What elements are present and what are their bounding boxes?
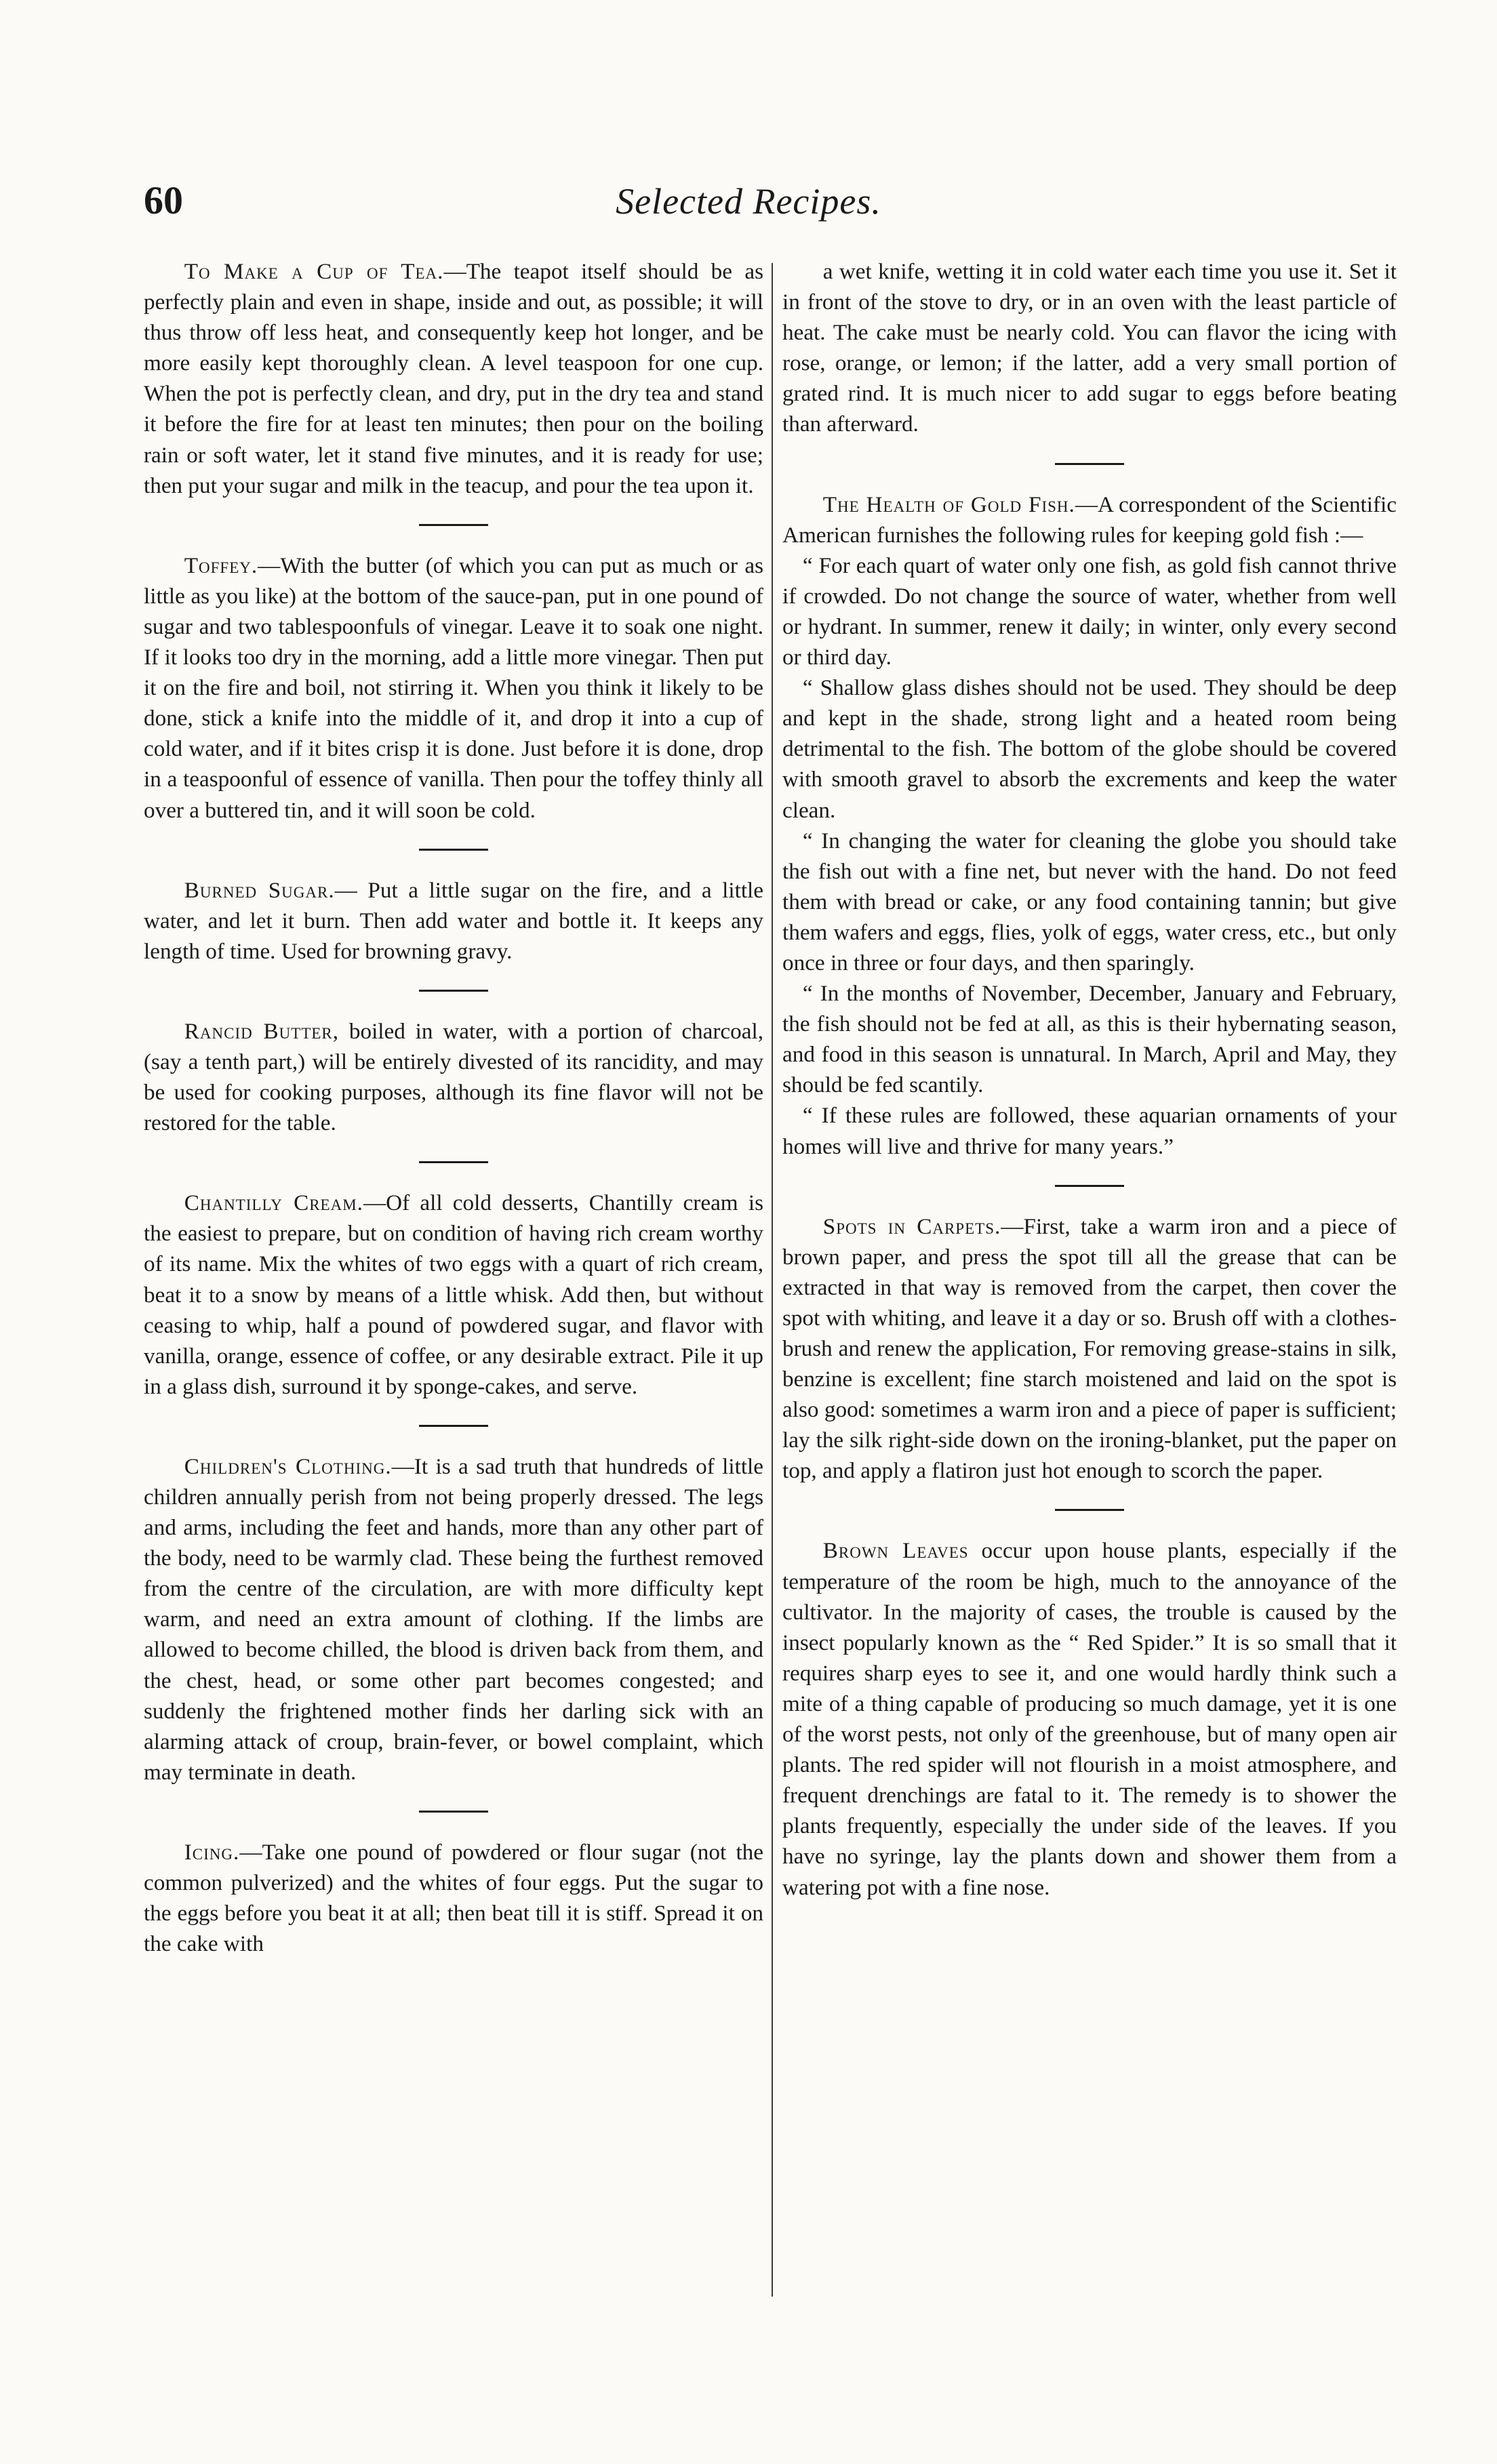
section-separator [419, 524, 488, 526]
recipe-paragraph [144, 1188, 763, 1402]
column-divider [772, 263, 773, 2297]
recipe-text: “ If these rules are followed, these aquarian ornaments of your homes will live and thrive for many years.” [782, 1103, 1397, 1159]
running-title: Selected Recipes. [616, 181, 881, 222]
recipe-heading: Children's Clothing. [184, 1453, 392, 1479]
recipe-heading: Burned Sugar. [184, 877, 335, 903]
recipe-heading: To Make a Cup of Tea. [184, 259, 444, 284]
recipe-text: “ For each quart of water only one fish, as gold fish cannot thrive if crowded. Do not change the source of water, whether from well or hydrant. In summer, renew it daily; in winter, only every second or third day. [782, 552, 1397, 670]
recipe-paragraph [782, 256, 1397, 440]
recipe-heading: Icing. [184, 1839, 240, 1865]
recipe-text: —A correspondent of the Scientific American furnishes the following rules for keeping gold fish :— [782, 491, 1397, 548]
recipe-paragraph [144, 256, 763, 501]
recipe-text: boiled in water, with a portion of charcoal, (say a tenth part,) will be entirely divested of its rancidity, and may be used for cooking purposes, although its fine flavor will not be restored for the table. [144, 1018, 764, 1136]
recipe-heading: Toffey. [184, 552, 258, 578]
section-separator [419, 990, 488, 992]
recipe-burned-sugar [144, 875, 763, 967]
recipe-text: “ Shallow glass dishes should not be used. They should be deep and kept in the shade, strong light and a heated room being detrimental to the fish. The bottom of the globe should be covered with smooth gravel to absorb the excrements and keep the water clean. [782, 675, 1397, 823]
recipe-text: “ In the months of November, December, January and February, the fish should not be fed at all, as this is their hybernating season, and food in this season is unnatural. In March, April and May, they should be fed scantily. [782, 981, 1397, 1098]
recipe-to-make-a-cup-of-tea [144, 256, 763, 501]
recipe-spots-in-carpets [782, 1211, 1397, 1487]
recipe-paragraph [144, 1837, 763, 1959]
recipe-heading: Spots in Carpets. [822, 1213, 1001, 1239]
recipe-continued [782, 256, 1397, 440]
recipe-heading: Brown Leaves [822, 1538, 969, 1564]
recipe-toffey [144, 550, 763, 826]
recipe-text: a wet knife, wetting it in cold water each time you use it. Set it in front of the stove to dry, or in an oven with the least particle of heat. The cake must be nearly cold. You can flavor the icing with rose, orange, or lemon; if the latter, add a very small portion of grated rind. It is much nicer to add sugar to eggs before beating than afterward. [782, 259, 1397, 437]
recipe-heading: Rancid Butter, [184, 1018, 340, 1044]
recipe-text: —Take one pound of powdered or flour sugar (not the common pulverized) and the whites of four eggs. Put the sugar to the eggs before you beat it at all; then beat till it is stiff. Spread it on the cake with [144, 1839, 763, 1957]
recipe-paragraph [782, 1100, 1397, 1161]
left-column [144, 256, 763, 1959]
recipe-the-health-of-gold-fish [782, 489, 1397, 1162]
section-separator [419, 1161, 488, 1163]
section-separator [419, 849, 488, 851]
recipe-paragraph [782, 550, 1397, 672]
recipe-paragraph [782, 978, 1397, 1100]
recipe-paragraph [144, 550, 763, 826]
recipe-children-s-clothing [144, 1451, 763, 1788]
section-separator [419, 1425, 488, 1427]
recipe-text: occur upon house plants, especially if the temperature of the room be high, much to the annoyance of the cultivator. In the majority of cases, the trouble is caused by the insect popularly known as the “ Red Spider.” It is so small that it requires sharp eyes to see it, and one would hardly think such a mite of a thing capable of producing so much damage, yet it is one of the worst pests, not only of the greenhouse, but of many open air plants. The red spider will not flourish in a moist atmosphere, and frequent drenchings are fatal to it. The remedy is to shower the plants frequently, especially the under side of the leaves. If you have no syringe, lay the plants down and shower them from a watering pot with a fine nose. [782, 1538, 1397, 1900]
recipe-brown-leaves [782, 1535, 1397, 1902]
section-separator [1055, 1185, 1124, 1187]
section-separator [1055, 463, 1124, 465]
right-column [782, 256, 1397, 1903]
recipe-heading: Chantilly Cream. [184, 1190, 363, 1216]
recipe-text: —With the butter (of which you can put as much or as little as you like) at the bottom of the sauce-pan, put in one pound of sugar and two tablespoonfuls of vinegar. Leave it to soak one night. If it looks too dry in the morning, add a little more vinegar. Then put it on the fire and boil, not stirring it. When you think it likely to be done, stick a knife into the middle of it, and drop it into a cup of cold water, and if it bites crisp it is done. Just before it is done, drop in a teaspoonful of essence of vanilla. Then pour the toffey thinly all over a buttered tin, and it will soon be cold. [144, 552, 763, 823]
recipe-paragraph [782, 672, 1397, 825]
recipe-icing [144, 1837, 763, 1959]
recipe-paragraph [782, 1535, 1397, 1902]
section-separator [1055, 1509, 1124, 1511]
recipe-text: —Of all cold desserts, Chantilly cream is the easiest to prepare, but on condition of having rich cream worthy of its name. Mix the whites of two eggs with a quart of rich cream, beat it to a snow by means of a little whisk. Add then, but without ceasing to whip, half a pound of powdered sugar, and flavor with vanilla, orange, essence of coffee, or any desirable extract. Pile it up in a glass dish, surround it by sponge-cakes, and serve. [144, 1190, 763, 1399]
recipe-text: —The teapot itself should be as perfectly plain and even in shape, inside and out, as possible; it will thus throw off less heat, and consequently keep hot longer, and be more easily kept thoroughly clean. A level teaspoon for one cup. When the pot is perfectly clean, and dry, put in the dry tea and stand it before the fire for at least ten minutes; then pour on the boiling rain or soft water, let it stand five minutes, and it is ready for use; then put your sugar and milk in the teacup, and pour the tea upon it. [144, 259, 763, 498]
recipe-paragraph [144, 1451, 763, 1788]
recipe-text: “ In changing the water for cleaning the globe you should take the fish out with a fine net, but never with the hand. Do not feed them with bread or cake, or any food containing tannin; but give them wafers and eggs, flies, yolk of eggs, water cress, etc., but only once in three or four days, and then sparingly. [782, 828, 1397, 975]
recipe-chantilly-cream [144, 1188, 763, 1402]
recipe-heading: The Health of Gold Fish. [822, 491, 1075, 517]
recipe-paragraph [782, 489, 1397, 550]
recipe-paragraph [144, 1016, 763, 1138]
recipe-rancid-butter [144, 1016, 763, 1138]
recipe-paragraph [144, 875, 763, 967]
page-number: 60 [144, 178, 183, 222]
section-separator [419, 1811, 488, 1813]
recipe-paragraph [782, 1211, 1397, 1487]
recipe-text: —First, take a warm iron and a piece of brown paper, and press the spot till all the grease that can be extracted in that way is removed from the carpet, then cover the spot with whiting, and leave it a day or so. Brush off with a clothes-brush and renew the application, For removing grease-stains in silk, benzine is excellent; fine starch moistened and laid on the spot is also good: sometimes a warm iron and a piece of paper is sufficient; lay the silk right-side down on the ironing-blanket, put the paper on top, and apply a flatiron just hot enough to scorch the paper. [782, 1213, 1397, 1484]
recipe-text: — Put a little sugar on the fire, and a little water, and let it burn. Then add water and bottle it. It keeps any length of time. Used for browning gravy. [144, 877, 763, 964]
recipe-text: —It is a sad truth that hundreds of little children annually perish from not being properly dressed. The legs and arms, including the feet and hands, more than any other part of the body, need to be warmly clad. These being the furthest removed from the centre of the circulation, are with more difficulty kept warm, and need an extra amount of clothing. If the limbs are allowed to become chilled, the blood is driven back from them, and the chest, head, or some other part becomes congested; and suddenly the frightened mother finds her darling sick with an alarming attack of croup, brain-fever, or bowel complaint, which may terminate in death. [144, 1453, 764, 1785]
recipe-paragraph [782, 826, 1397, 978]
